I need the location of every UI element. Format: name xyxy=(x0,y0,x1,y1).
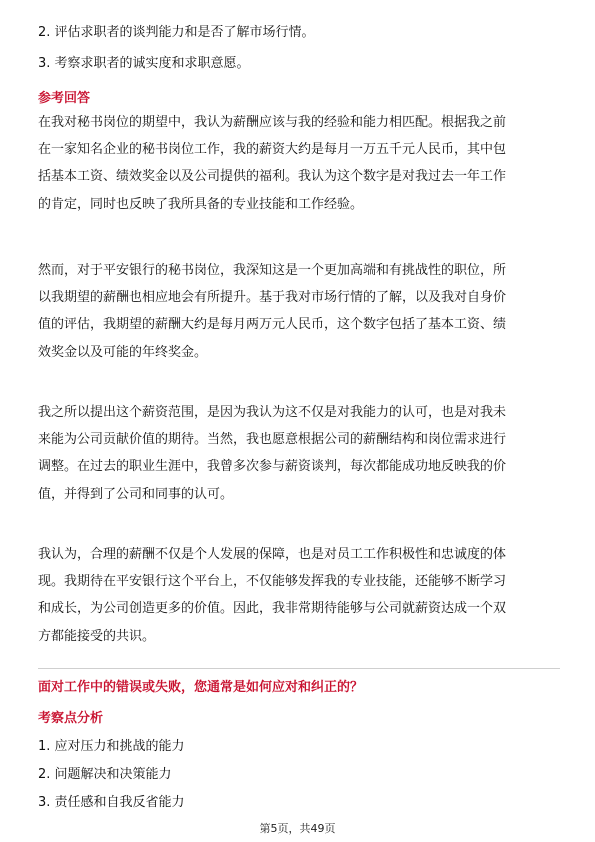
answer-paragraph xyxy=(38,109,560,218)
page-number: 第5页，共49页 xyxy=(259,822,336,835)
paragraph-line: 的肯定，同时也反映了我所具备的专业技能和工作经验。 xyxy=(38,196,364,212)
list-item: 3. 责任感和自我反省能力 xyxy=(38,795,185,810)
list-item: 2. 问题解决和决策能力 xyxy=(38,767,172,782)
paragraph-line: 现。我期待在平安银行这个平台上，不仅能够发挥我的专业技能，还能够不断学习 xyxy=(38,574,507,590)
answer-paragraph xyxy=(38,399,560,508)
paragraph-line: 以我期望的薪酬也相应地会有所提升。基于我对市场行情的了解，以及我对自身价 xyxy=(38,290,507,306)
paragraph-line: 在我对秘书岗位的期望中，我认为薪酬应该与我的经验和能力相匹配。根据我之前 xyxy=(38,115,507,130)
paragraph-line: 和成长，为公司创造更多的价值。因此，我非常期待能够与公司就薪资达成一个双 xyxy=(38,601,507,617)
answer-heading: 参考回答 xyxy=(38,91,91,106)
paragraph-line: 值的评估，我期望的薪酬大约是每月两万元人民币，这个数字包括了基本工资、绩 xyxy=(38,317,507,333)
list-item: 3. 考察求职者的诚实度和求职意愿。 xyxy=(38,56,250,71)
paragraph-line: 效奖金以及可能的年终奖金。 xyxy=(38,344,208,360)
paragraph-line: 我之所以提出这个薪资范围，是因为我认为这不仅是对我能力的认可，也是对我未 xyxy=(38,405,507,420)
section-divider xyxy=(38,668,560,669)
list-item: 1. 应对压力和挑战的能力 xyxy=(38,739,185,754)
analysis-heading: 考察点分析 xyxy=(38,711,104,726)
paragraph-line: 在一家知名企业的秘书岗位工作，我的薪资大约是每月一万五千元人民币，其中包 xyxy=(38,142,507,158)
paragraph-line: 然而，对于平安银行的秘书岗位，我深知这是一个更加高端和有挑战性的职位，所 xyxy=(38,263,507,278)
answer-paragraph xyxy=(38,257,560,366)
question-heading: 面对工作中的错误或失败，您通常是如何应对和纠正的？ xyxy=(38,680,364,695)
paragraph-line: 调整。在过去的职业生涯中，我曾多次参与薪资谈判，每次都能成功地反映我的价 xyxy=(38,459,507,475)
list-item: 2. 评估求职者的谈判能力和是否了解市场行情。 xyxy=(38,25,315,40)
paragraph-line: 括基本工资、绩效奖金以及公司提供的福利。我认为这个数字是对我过去一年工作 xyxy=(38,169,507,185)
paragraph-line: 来能为公司贡献价值的期待。当然，我也愿意根据公司的薪酬结构和岗位需求进行 xyxy=(38,432,507,448)
paragraph-line: 我认为，合理的薪酬不仅是个人发展的保障，也是对员工工作积极性和忠诚度的体 xyxy=(38,547,507,562)
paragraph-line: 值，并得到了公司和同事的认可。 xyxy=(38,486,234,502)
answer-paragraph xyxy=(38,541,560,650)
paragraph-line: 方都能接受的共识。 xyxy=(38,628,156,644)
